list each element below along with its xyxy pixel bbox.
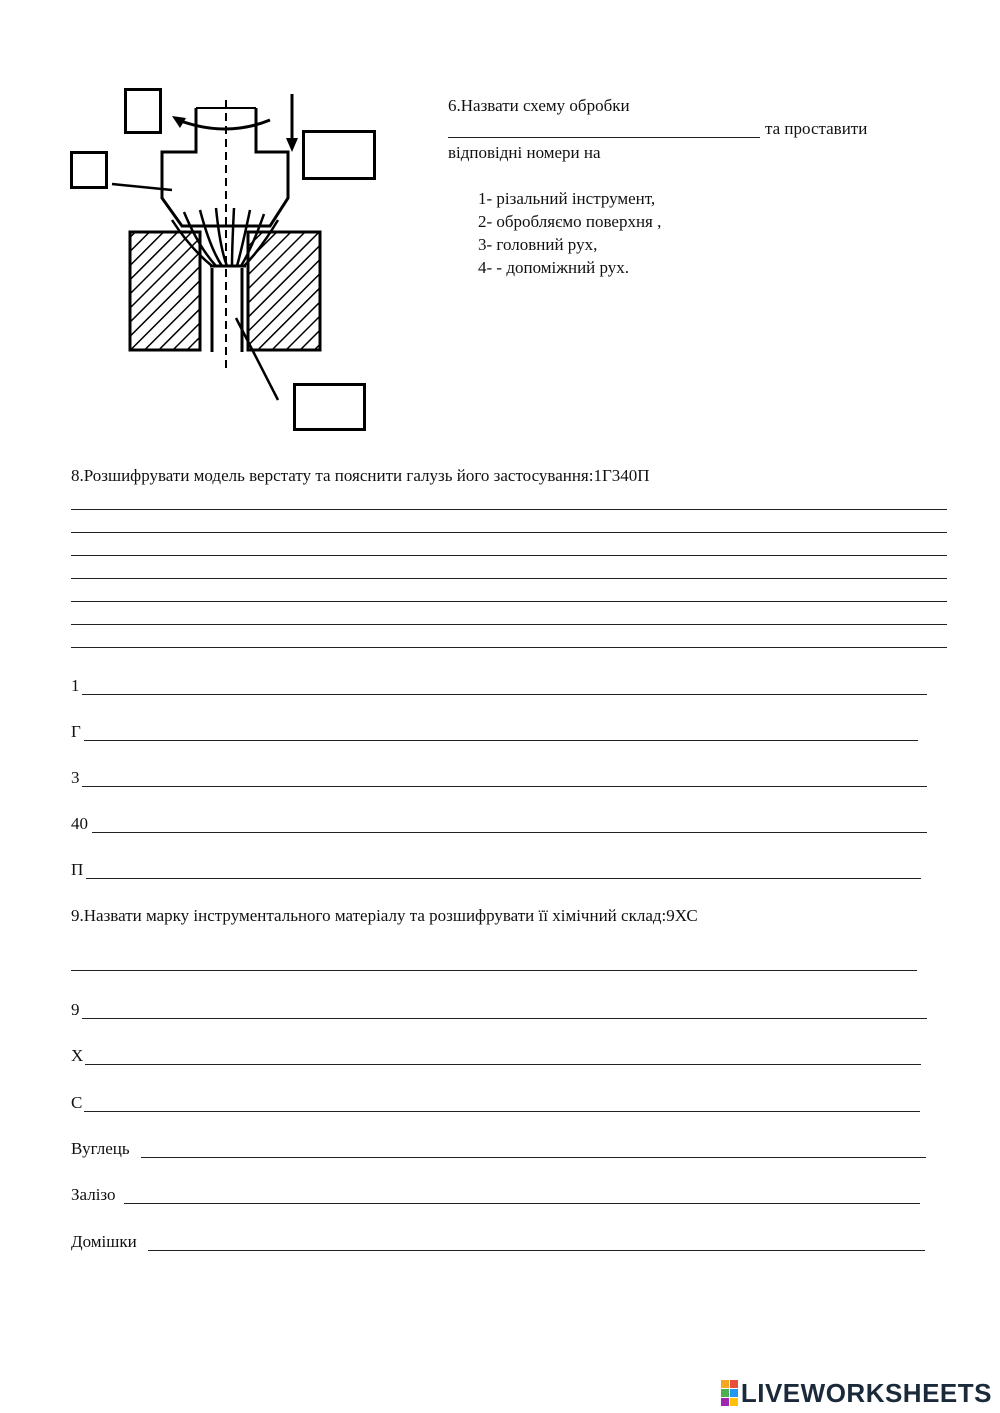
task8-title: 8.Розшифрувати модель верстату та пояснити галузь його застосування:1Г340П bbox=[71, 466, 650, 485]
task9-row-label-3: С bbox=[71, 1093, 83, 1112]
task8-row-line-2[interactable] bbox=[84, 740, 918, 741]
task8-answer-line-5[interactable] bbox=[71, 601, 947, 602]
logo-square-3 bbox=[721, 1389, 729, 1397]
task8-row-line-5[interactable] bbox=[86, 878, 921, 879]
logo-square-1 bbox=[721, 1380, 729, 1388]
task6-list-item-3: 3- головний рух, bbox=[478, 235, 598, 254]
task8-answer-line-2[interactable] bbox=[71, 532, 947, 533]
answer-box-top[interactable] bbox=[124, 88, 162, 134]
task8-answer-line-6[interactable] bbox=[71, 624, 947, 625]
logo-mark-icon bbox=[721, 1380, 738, 1406]
task9-row-label-1: 9 bbox=[71, 1000, 80, 1019]
task8-answer-line-1[interactable] bbox=[71, 509, 947, 510]
task8-answer-line-7[interactable] bbox=[71, 647, 947, 648]
logo-text: LIVEWORKSHEETS bbox=[740, 1377, 992, 1408]
task8-row-line-4[interactable] bbox=[92, 832, 927, 833]
logo-square-6 bbox=[730, 1398, 738, 1406]
task8-row-label-4: 40 bbox=[71, 814, 88, 833]
logo-square-5 bbox=[721, 1398, 729, 1406]
task9-title: 9.Назвати марку інструментального матеріалу та розшифрувати її хімічний склад:9ХС bbox=[71, 906, 698, 925]
task6-list-item-4: 4- - допоміжний рух. bbox=[478, 258, 630, 277]
task8-row-label-3: 3 bbox=[71, 768, 80, 787]
task9-row-line-2[interactable] bbox=[85, 1064, 921, 1065]
task9-answer-line[interactable] bbox=[71, 970, 917, 971]
task9-row-line-4[interactable] bbox=[141, 1157, 926, 1158]
answer-box-left[interactable] bbox=[70, 151, 108, 189]
task8-row-line-3[interactable] bbox=[82, 786, 927, 787]
answer-box-right[interactable] bbox=[302, 130, 376, 180]
logo-square-4 bbox=[730, 1389, 738, 1397]
task8-row-label-2: Г bbox=[71, 722, 81, 741]
task6-list-item-1: 1- різальний інструмент, bbox=[478, 189, 656, 208]
task8-row-label-5: П bbox=[71, 860, 84, 879]
liveworksheets-logo bbox=[721, 1379, 992, 1407]
task9-row-label-2: Х bbox=[71, 1046, 84, 1065]
task9-row-line-1[interactable] bbox=[82, 1018, 927, 1019]
task6-line2-suffix: та проставити bbox=[765, 119, 868, 138]
task6-answer-line[interactable] bbox=[448, 137, 760, 138]
task8-answer-line-4[interactable] bbox=[71, 578, 947, 579]
task6-title: 6.Назвати схему обробки bbox=[448, 96, 630, 115]
task9-row-label-6: Домішки bbox=[71, 1232, 137, 1251]
task6-line3: відповідні номери на bbox=[448, 143, 601, 162]
task9-row-label-4: Вуглець bbox=[71, 1139, 130, 1158]
task9-row-line-5[interactable] bbox=[124, 1203, 920, 1204]
logo-square-2 bbox=[730, 1380, 738, 1388]
task8-row-line-1[interactable] bbox=[82, 694, 927, 695]
task9-row-line-3[interactable] bbox=[84, 1111, 920, 1112]
answer-box-bottom[interactable] bbox=[293, 383, 366, 431]
task9-row-line-6[interactable] bbox=[148, 1250, 925, 1251]
task8-row-label-1: 1 bbox=[71, 676, 80, 695]
task8-answer-line-3[interactable] bbox=[71, 555, 947, 556]
task6-list-item-2: 2- обробляємо поверхня , bbox=[478, 212, 662, 231]
task9-row-label-5: Залізо bbox=[71, 1185, 116, 1204]
